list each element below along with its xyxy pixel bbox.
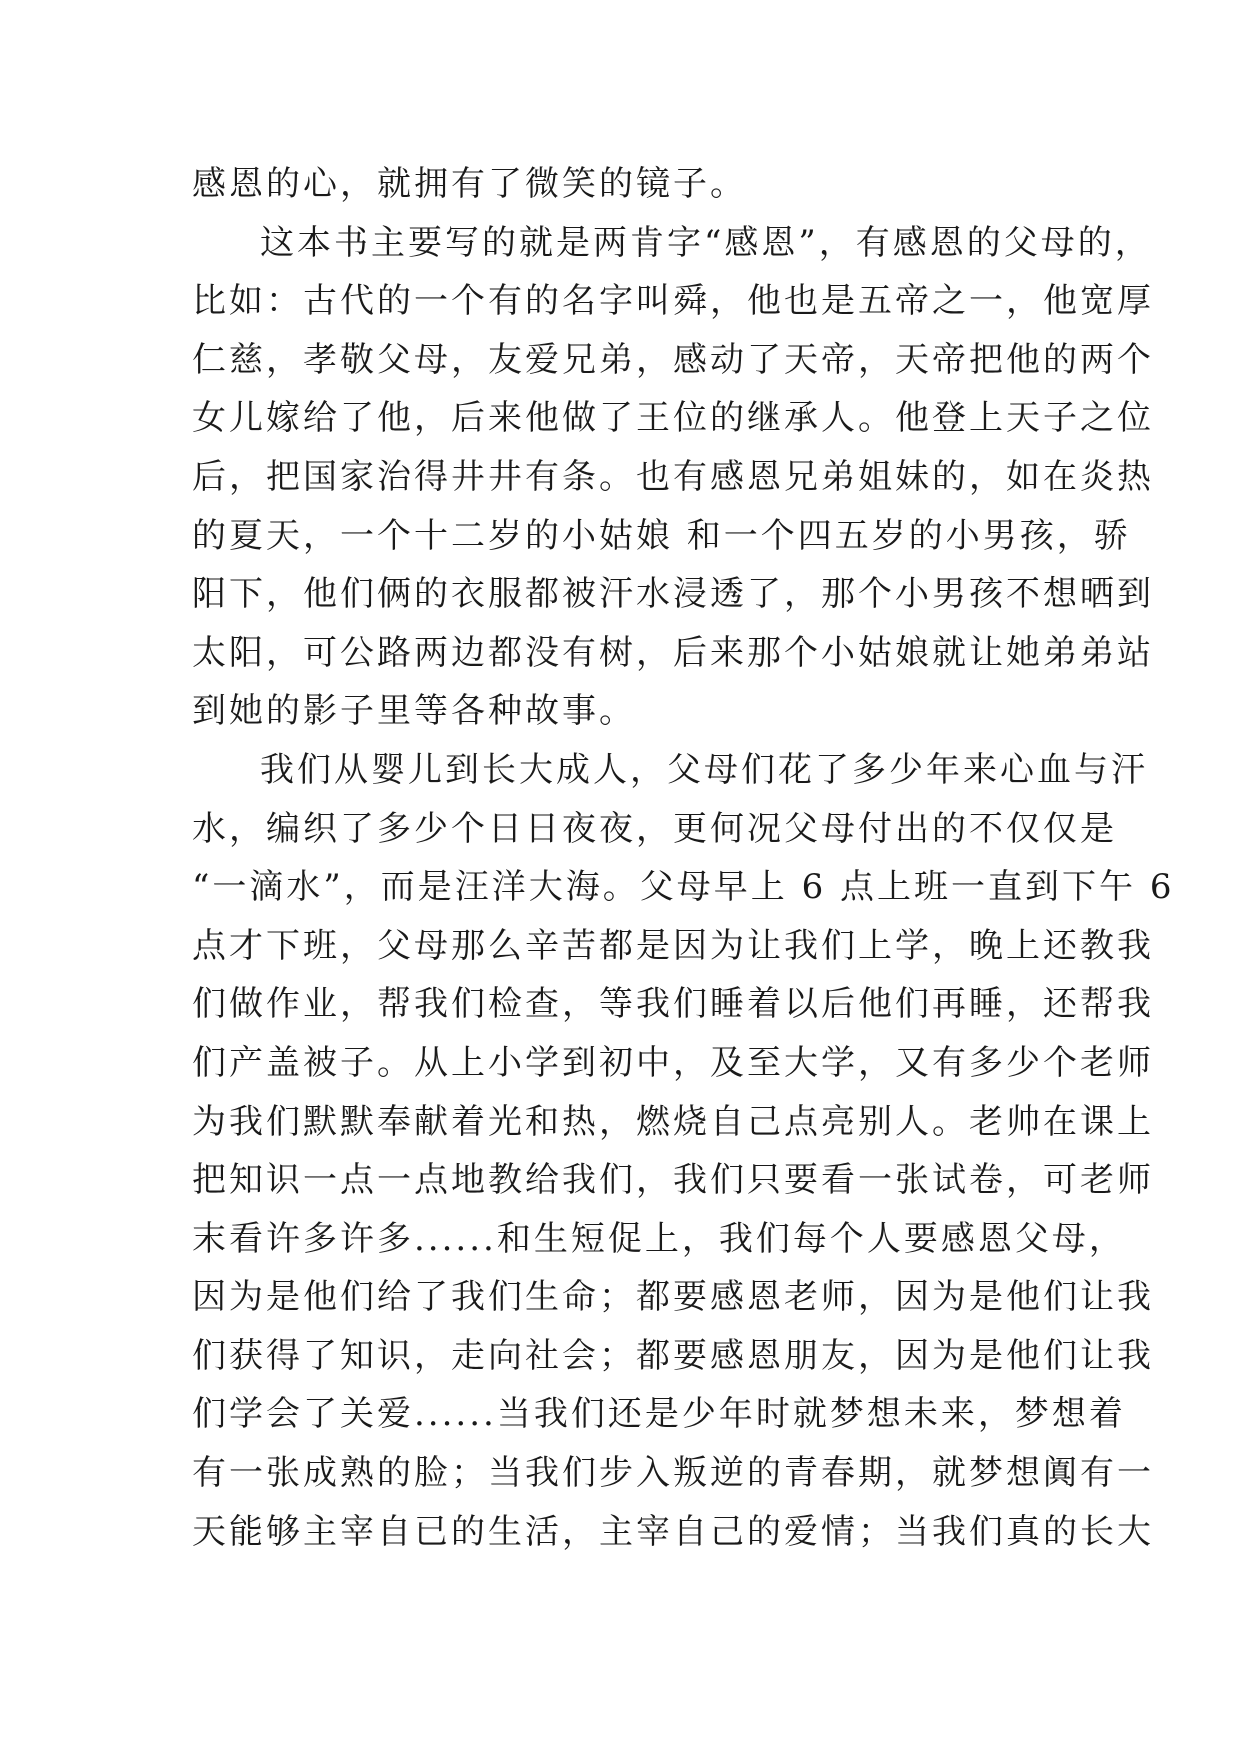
text-line: 感恩的心，就拥有了微笑的镜子。 [192, 164, 747, 204]
text-line: 的夏天，一个十二岁的小姑娘 和一个四五岁的小男孩，骄 [192, 515, 1131, 556]
body-text [192, 155, 1175, 1561]
text-line: 点才下班，父母那么辛苦都是因为让我们上学，晚上还教我 [192, 925, 1154, 966]
text-line: 末看许多许多......和生短促上，我们每个人要感恩父母， [192, 1218, 1126, 1259]
text-line: 后，把国家治得井井有条。也有感恩兄弟姐妹的，如在炎热 [192, 456, 1154, 497]
text-line: 天能够主宰自已的生活，主宰自己的爱情；当我们真的长大 [192, 1511, 1154, 1552]
text-line: 把知识一点一点地教给我们，我们只要看一张试卷，可老师 [192, 1160, 1154, 1201]
text-line: 女儿嫁给了他，后来他做了王位的继承人。他登上天子之位 [192, 398, 1154, 439]
text-line: 为我们默默奉献着光和热，燃烧自己点亮别人。老帅在课上 [192, 1101, 1154, 1142]
text-line: 到她的影子里等各种故事。 [192, 691, 636, 732]
text-line: 太阳，可公路两边都没有树，后来那个小姑娘就让她弟弟站 [192, 632, 1154, 673]
text-line: 们做作业，帮我们检查，等我们睡着以后他们再睡，还帮我 [192, 984, 1154, 1025]
text-line: 比如：古代的一个有的名字叫舜，他也是五帝之一，他宽厚 [192, 281, 1154, 322]
text-line: 们产盖被子。从上小学到初中，及至大学，又有多少个老师 [192, 1042, 1154, 1083]
text-line: 们学会了关爱......当我们还是少年时就梦想未来，梦想着 [192, 1394, 1126, 1435]
text-line: 因为是他们给了我们生命；都要感恩老师，因为是他们让我 [192, 1277, 1154, 1318]
text-line: 这本书主要写的就是两肯字“感恩”，有感恩的父母的， [260, 222, 1152, 263]
text-line: 阳下，他们俩的衣服都被汗水浸透了，那个小男孩不想晒到 [192, 574, 1154, 615]
text-line: 们获得了知识，走向社会；都要感恩朋友，因为是他们让我 [192, 1335, 1154, 1376]
text-line: 有一张成熟的脸；当我们步入叛逆的青春期，就梦想阗有一 [192, 1453, 1154, 1494]
text-line: 水，编织了多少个日日夜夜，更何况父母付出的不仅仅是 [192, 808, 1117, 849]
text-line: 仁慈，孝敬父母，友爱兄弟，感动了天帝，天帝把他的两个 [192, 339, 1154, 380]
text-line: “一滴水”，而是汪洋大海。父母早上 6 点上班一直到下午 6 [192, 867, 1175, 908]
text-line: 我们从婴儿到长大成人，父母们花了多少年来心血与汗 [260, 749, 1148, 790]
